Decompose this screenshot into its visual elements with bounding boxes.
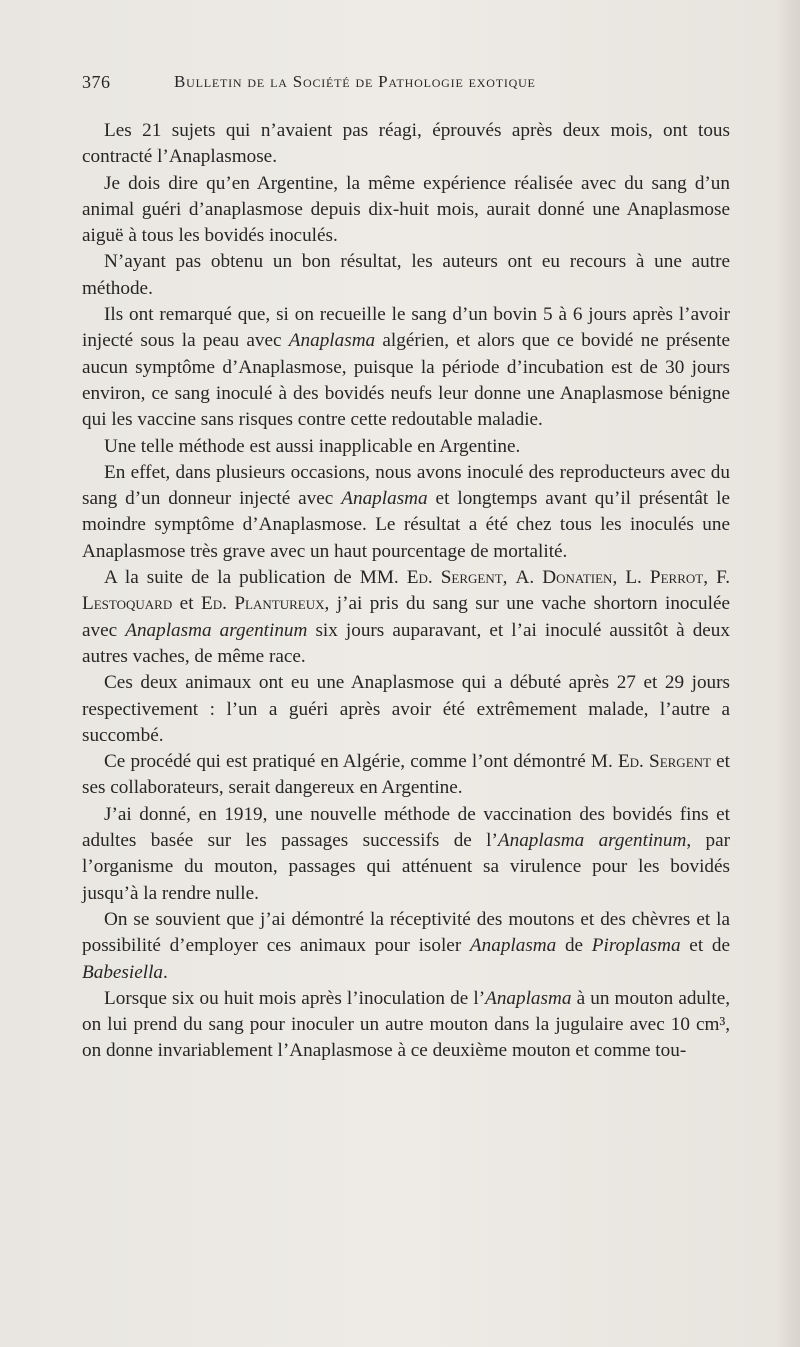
species-name: Anaplasma [288,330,376,352]
paragraph-11 [82,907,730,986]
page-number: 376 [82,72,111,92]
text-segment: six jours auparavant, et l’ai inoculé aussitôt à deux autres vaches, de même race. [82,619,730,667]
text-segment: J’ai donné, en 1919, une nouvelle méthode de vaccination des bovidés fins et adultes basée sur les passages successifs de l’ [82,803,730,852]
text-segment: et [172,593,201,615]
text-segment: A la suite de la publication de MM. [104,567,407,589]
text-segment: Ce procédé qui est pratiqué en Algérie, comme l’ont démontré M. [104,751,618,773]
author-name: L. Perrot [625,567,704,589]
text-segment: , [703,567,717,589]
text-segment: , j’ai pris du sang sur une vache shortorn inoculée avec [82,593,730,641]
text-segment: , par l’organisme du mouton, passages qui atténuent sa virulence pour les bovidés jusqu’à la rendre nulle. [82,830,730,904]
text-segment: Ils ont remarqué que, si on recueille le sang d’un bovin 5 à 6 jours après l’avoir injecté sous la peau avec [82,304,730,352]
species-name: Anaplasma [485,987,572,1009]
text-segment: , [612,567,626,589]
paragraph-7 [82,565,730,670]
species-name: Anaplasma argentinum [497,830,687,852]
text-segment: Lorsque six ou huit mois après l’inoculation de l’ [104,987,486,1009]
paragraph-2: Je dois dire qu’en Argentine, la même expérience réalisée avec du sang d’un animal guéri d’anaplasmose depuis dix-huit mois, aurait donné une Anaplasmose aiguë à tous les bovidés inoculés. [82,172,730,247]
paragraph-1: Les 21 sujets qui n’avaient pas réagi, éprouvés après deux mois, ont tous contracté l’Anaplasmose. [82,120,730,168]
author-name: A. Donatien [515,567,613,589]
author-name: Ed. Sergent [406,567,503,589]
paragraph-6 [82,460,730,565]
body-text [82,118,730,1065]
text-segment: On se souvient que j’ai démontré la réceptivité des moutons et des chèvres et la possibilité d’employer ces animaux pour isoler [82,908,730,957]
text-segment: et de [680,935,730,957]
running-title: Bulletin de la Société de Pathologie exotique [174,72,536,91]
paragraph-5: Une telle méthode est aussi inapplicable en Argentine. [104,435,521,457]
text-segment: En effet, dans plusieurs occasions, nous avons inoculé des reproducteurs avec du sang d’un donneur injecté avec [82,461,730,510]
text-segment: et ses collaborateurs, serait dangereux en Argentine. [82,751,730,799]
species-name: Anaplasma argentinum [125,619,308,641]
paragraph-4 [82,302,730,433]
text-segment: et longtemps avant qu’il présentât le moindre symptôme d’Anaplasmose. Le résultat a été chez tous les inoculés une Anaplasmose très grave avec un haut pourcentage de mortalité. [82,488,731,562]
paragraph-10 [82,802,730,907]
species-name: Piroplasma [591,935,681,957]
text-segment: à un mouton adulte, on lui prend du sang pour inoculer un autre mouton dans la jugulaire avec 10 cm³, on donne invariablement l’Anaplasmose à ce deuxième mouton et comme tou- [82,987,731,1062]
paragraph-9 [82,749,730,802]
text-segment: , [502,567,516,589]
author-name: F. Lestoquard [82,567,731,615]
paragraph-8: Ces deux animaux ont eu une Anaplasmose qui a débuté après 27 et 29 jours respectivement : l’un a guéri après avoir été extrêmement malade, l’autre a succombé. [82,672,730,746]
paragraph-12 [82,986,730,1065]
text-segment: de [556,935,592,957]
author-name: Ed. Sergent [617,751,711,773]
text-segment: algérien, et alors que ce bovidé ne présente aucun symptôme d’Anaplasmose, puisque la période d’incubation est de 30 jours environ, ce sang inoculé à des bovidés neufs leur donne une Anaplasmose bénigne qui les vaccine sans risques contre cette redoutable maladie. [82,330,730,431]
species-name: Babesiella [82,961,163,983]
species-name: Anaplasma [341,488,428,510]
author-name: Ed. Plantureux [201,593,325,615]
text-segment: . [163,961,168,983]
paragraph-3: N’ayant pas obtenu un bon résultat, les auteurs ont eu recours à une autre méthode. [82,251,730,299]
species-name: Anaplasma [469,935,557,957]
